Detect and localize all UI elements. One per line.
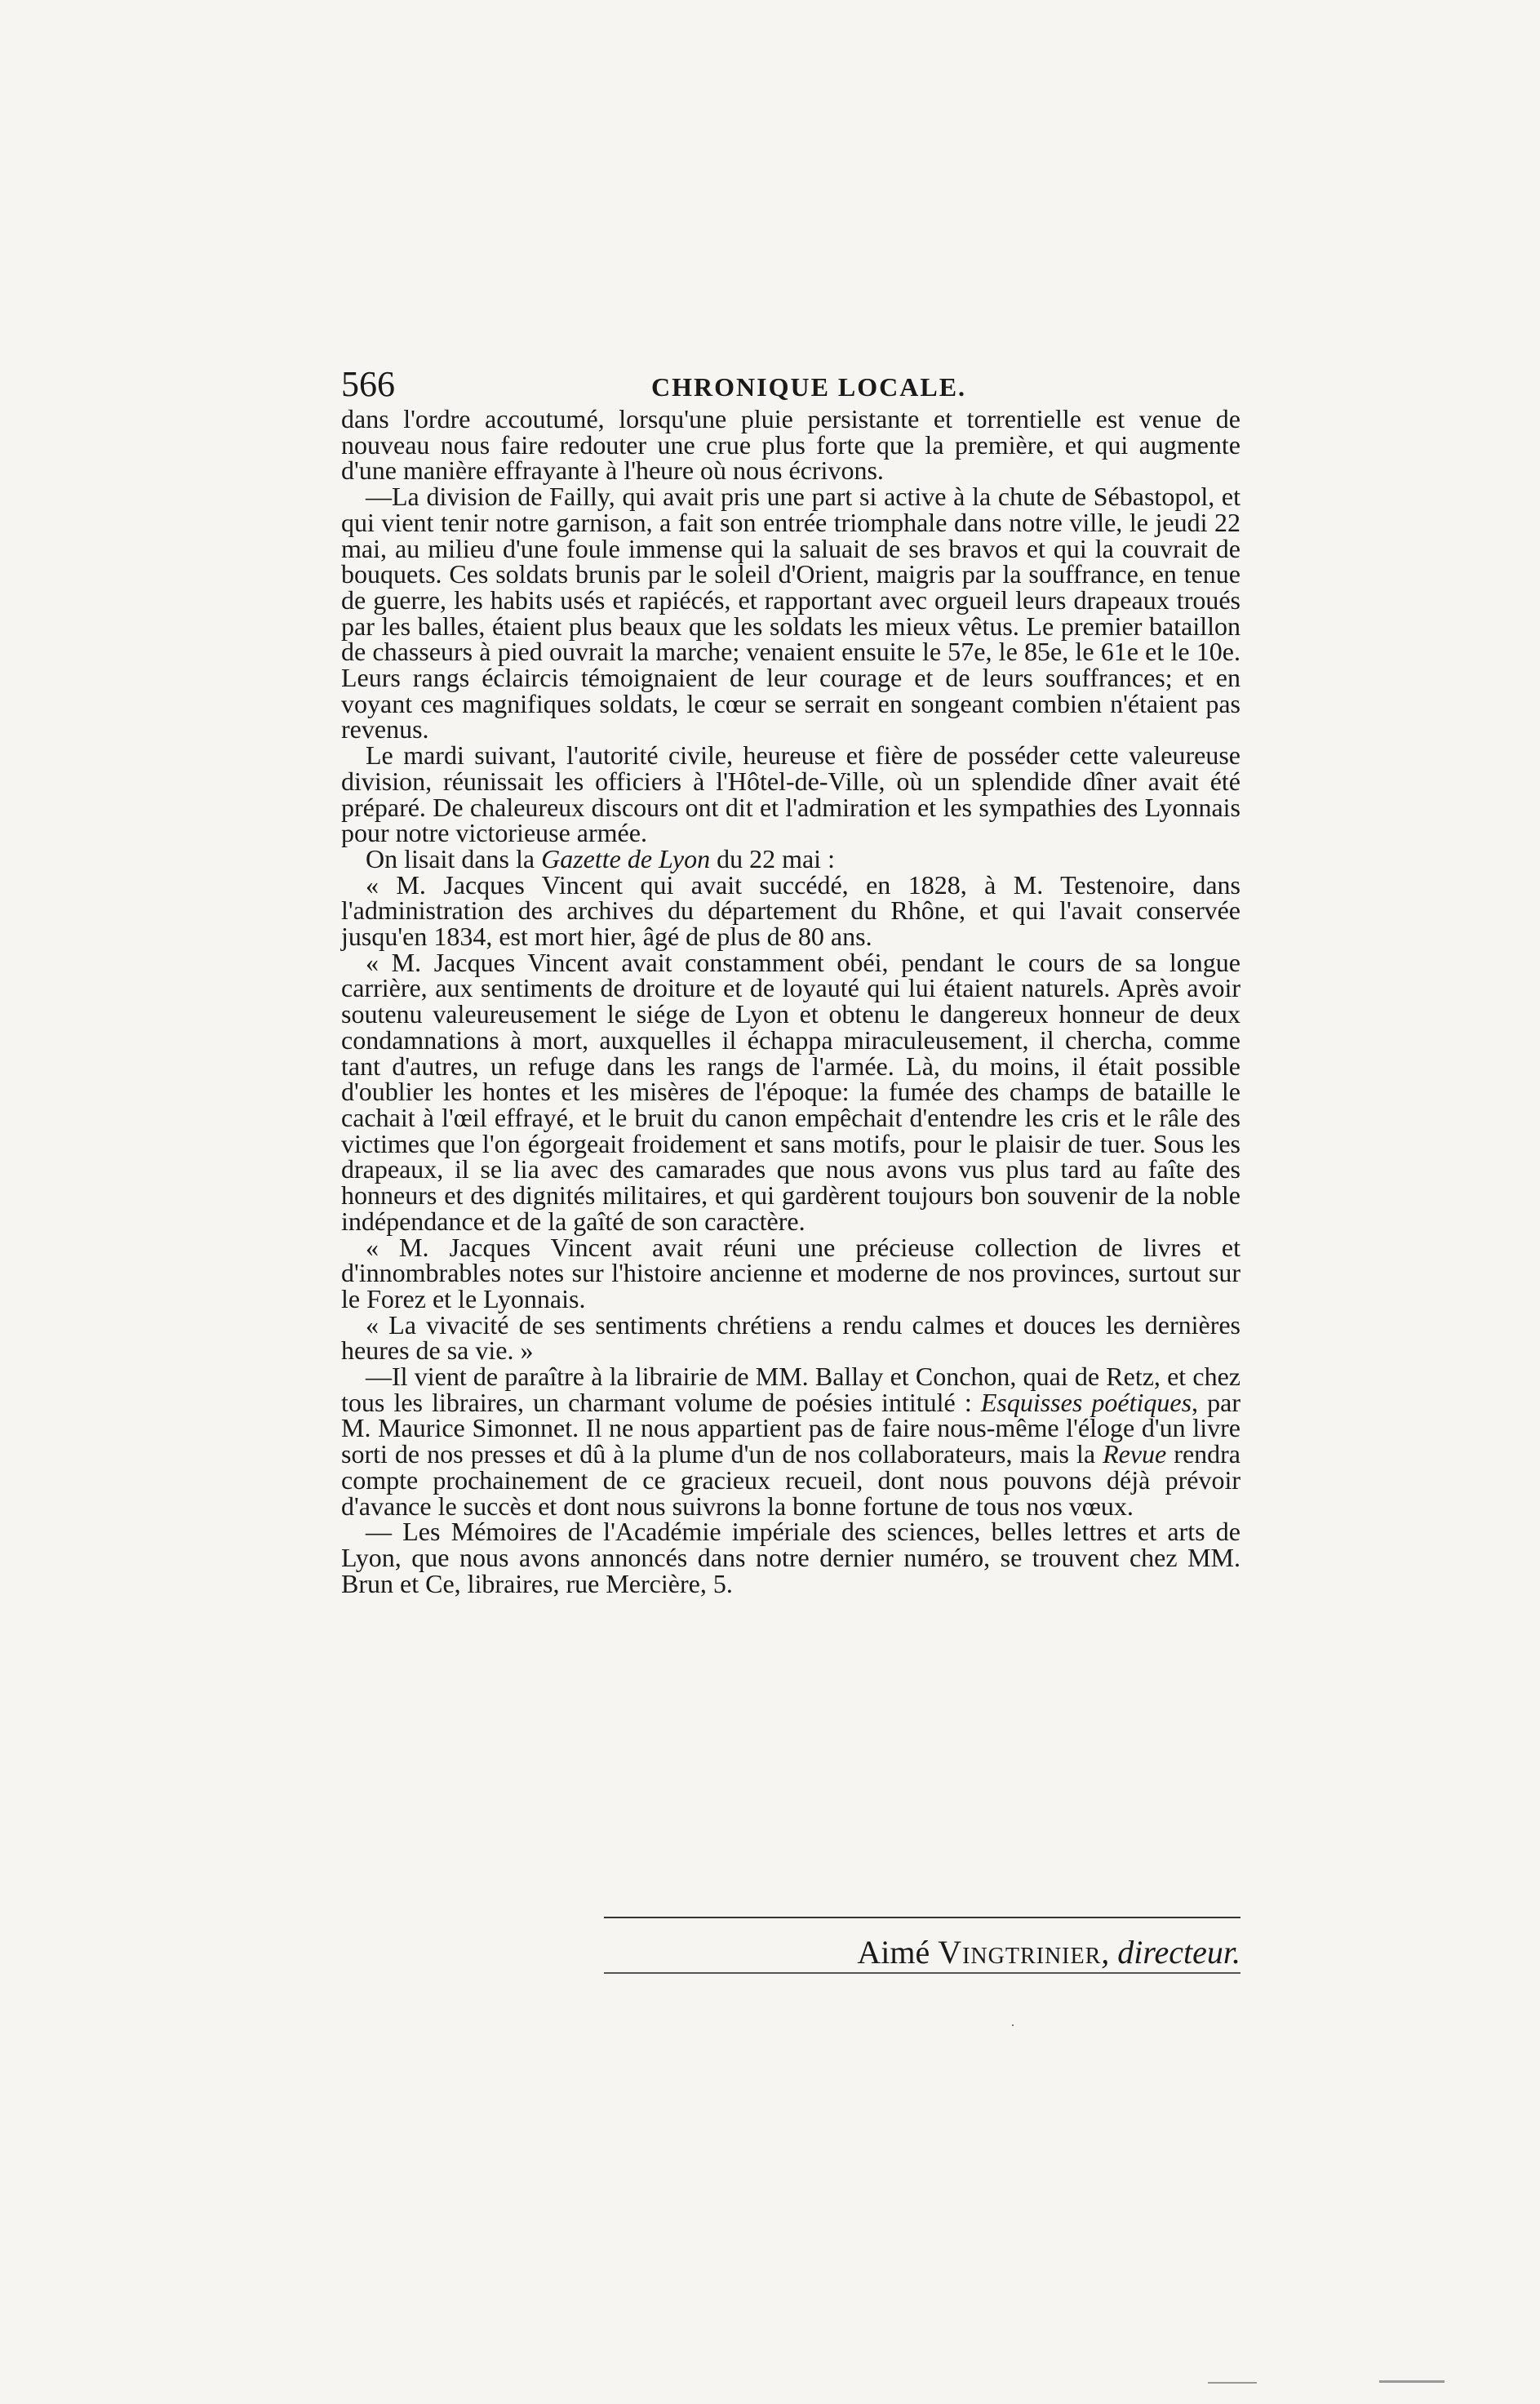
quote-paragraph-3: « M. Jacques Vincent avait réuni une précieuse collection de livres et d'innombrables notes sur l'histoire ancienne et moderne de nos provinces, surtout sur le Forez et le Lyonnais. bbox=[341, 1232, 1240, 1313]
print-speck bbox=[1379, 2380, 1445, 2383]
paragraph-failly-division: —La division de Failly, qui avait pris une part si active à la chute de Sébastopol, et qui vient tenir notre garnison, a fait son entrée triomphale dans notre ville, le jeudi 22 mai, au milieu d'une foule immense qui la saluait de ses bravos et qui la couvrait de bouquets. Ces soldats brunis par le soleil d'Orient, maigris par la souffrance, en tenue de guerre, les habits usés et rapiécés, et rapportant avec orgueil leurs drapeaux troués par les balles, étaient plus beaux que les soldats les mieux vêtus. Le premier bataillon de chasseurs à pied ouvrait la marche; venaient ensuite le 57e, le 85e, le 61e et le 10e. Leurs rangs éclaircis témoignaient de leur courage et de leurs souffrances; et en voyant ces magnifiques soldats, le cœur se serrait en songeant combien n'étaient pas revenus. bbox=[341, 482, 1240, 744]
running-title: CHRONIQUE LOCALE. bbox=[651, 372, 967, 402]
paragraph-memoires: — Les Mémoires de l'Académie impériale des sciences, belles lettres et arts de Lyon, que nous avons annoncés dans notre dernier numéro, se trouvent chez MM. Brun et Ce, libraires, rue Mercière, 5. bbox=[341, 1517, 1240, 1598]
paragraph-flood: dans l'ordre accoutumé, lorsqu'une pluie persistante et torrentielle est venue de nouveau nous faire redouter une crue plus forte que la première, et qui augmente d'une manière effrayante à l'heure où nous écrivons. bbox=[341, 404, 1240, 486]
quote-paragraph-1: « M. Jacques Vincent qui avait succédé, en 1828, à M. Testenoire, dans l'administration des archives du département du Rhône, et qui l'avait conservée jusqu'en 1834, est mort hier, âgé de plus de 80 ans. bbox=[341, 869, 1240, 952]
quote-paragraph-4: « La vivacité de ses sentiments chrétiens a rendu calmes et douces les dernières heures de sa vie. » bbox=[341, 1309, 1240, 1366]
book-title: Esquisses poétiques bbox=[980, 1387, 1192, 1417]
page-header bbox=[341, 363, 1239, 405]
signature-rule-bottom bbox=[604, 1972, 1240, 1974]
quote-paragraph-2: « M. Jacques Vincent avait constamment obéi, pendant le cours de sa longue carrière, aux sentiments de droiture et de loyauté qui lui étaient naturels. Après avoir soutenu valeureusement le siége de Lyon et obtenu le dangereux honneur de deux condamnations à mort, auxquelles il échappa miraculeusement, il chercha, comme tant d'autres, un refuge dans les rangs de l'armée. Là, du moins, il était possible d'oublier les hontes et les misères de l'époque: la fumée des champs de bataille le cachait à l'œil effrayé, et le bruit du canon empêchait d'entendre les cris et le râle des victimes que l'on égorgeait froidement et sans motifs, pour le plaisir de tuer. Sous les drapeaux, il se lia avec des camarades que nous avons vus plus tard au faîte des honneurs et des dignités militaires, et qui gardèrent toujours bon souvenir de la noble indépendance et de la gaîté de son caractère. bbox=[341, 947, 1240, 1236]
signature-last-name: Vingtrinier bbox=[938, 1934, 1102, 1971]
paragraph-gazette-intro: On lisait dans la Gazette de Lyon du 22 mai : bbox=[366, 843, 835, 873]
article-body bbox=[341, 404, 1241, 1598]
signature-rule-top bbox=[604, 1917, 1240, 1918]
signature-role: , directeur. bbox=[1101, 1934, 1240, 1971]
paragraph-esquisses: —Il vient de paraître à la librairie de MM. Ballay et Conchon, quai de Retz, et chez tous les libraires, un charmant volume de poésies intitulé : Esquisses poétiques, par M. Maurice Simonnet. Il ne nous appartient pas de faire nous-même l'éloge d'un livre sorti de nos presses et dû à la plume d'un de nos collaborateurs, mais la Revue rendra compte prochainement de ce gracieux recueil, dont nous pouvons déjà prévoir d'avance le succès et dont nous suivrons la bonne fortune de tous nos vœux. bbox=[341, 1362, 1241, 1521]
revue-title: Revue bbox=[1103, 1439, 1167, 1469]
signature bbox=[734, 1933, 1240, 1971]
print-speck bbox=[1012, 2024, 1014, 2026]
page-number: 566 bbox=[341, 364, 395, 404]
paragraph-hotel-de-ville: Le mardi suivant, l'autorité civile, heureuse et fière de posséder cette valeureuse division, réunissait les officiers à l'Hôtel-de-Ville, où un splendide dîner avait été préparé. De chaleureux discours ont dit et l'admiration et les sympathies des Lyonnais pour notre victorieuse armée. bbox=[341, 740, 1240, 848]
signature-first-name: Aimé bbox=[857, 1934, 939, 1971]
gazette-title: Gazette de Lyon bbox=[541, 843, 711, 873]
print-speck bbox=[1208, 2382, 1257, 2384]
